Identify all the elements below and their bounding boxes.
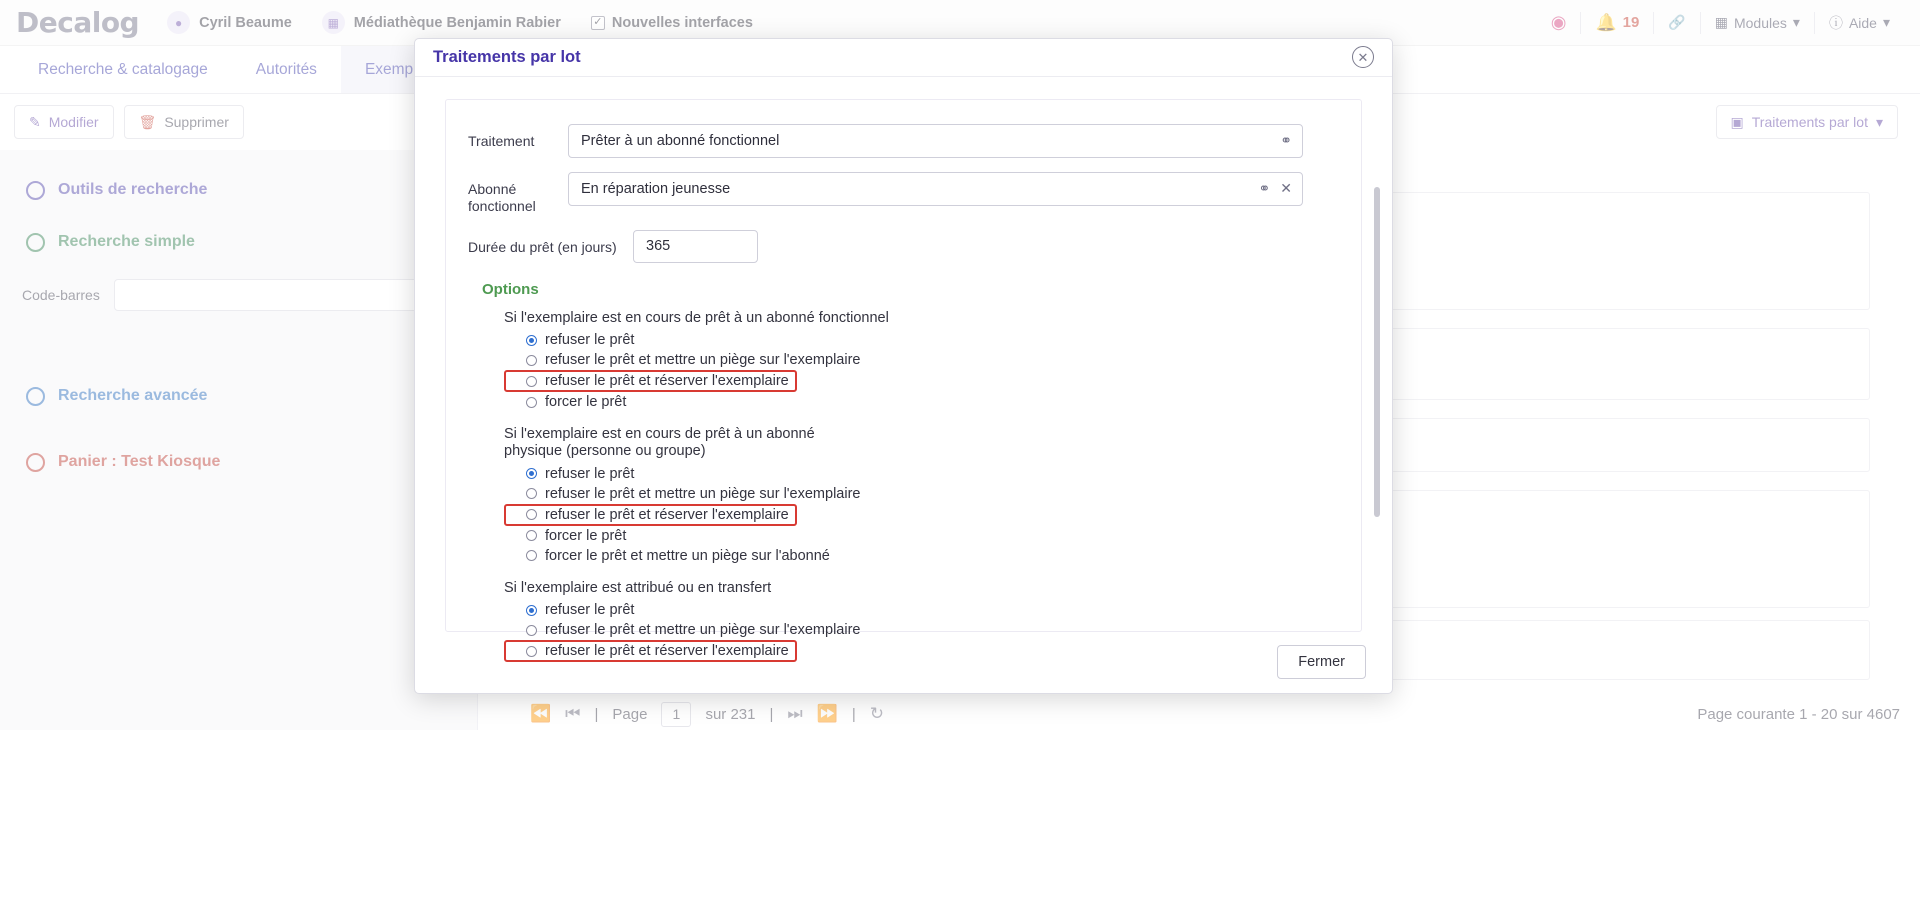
radio-option-highlighted[interactable] [504,640,797,662]
option-group-transfert [504,580,1349,663]
radio-label: refuser le prêt [545,332,635,349]
radio-icon [526,646,537,657]
radio-label: refuser le prêt et mettre un piège sur l'exemplaire [545,622,861,639]
close-button[interactable]: Fermer [1277,645,1366,679]
radio-label: refuser le prêt [545,465,635,482]
group-title: Si l'exemplaire est attribué ou en transfert [504,579,772,596]
select-icons [1259,180,1292,197]
subscriber-value: En réparation jeunesse [581,180,731,197]
radio-label: refuser le prêt et réserver l'exemplaire [545,643,789,660]
radio-option[interactable] [504,464,1349,484]
radio-label: refuser le prêt et réserver l'exemplaire [545,373,789,390]
batch-treatments-dialog [414,38,1393,694]
radio-label: refuser le prêt et mettre un piège sur l'exemplaire [545,485,861,502]
radio-option[interactable] [504,546,1349,566]
radio-option[interactable] [504,350,1349,370]
radio-label: refuser le prêt et mettre un piège sur l'exemplaire [545,352,861,369]
radio-icon [526,397,537,408]
radio-label: refuser le prêt et réserver l'exemplaire [545,506,789,523]
radio-label: forcer le prêt [545,394,627,411]
option-group-physique [504,426,1349,565]
subscriber-select[interactable] [568,172,1303,206]
duration-input[interactable]: 365 [633,230,758,263]
dialog-header [415,39,1392,77]
radio-icon [526,530,537,541]
select-icons [1280,132,1292,149]
radio-icon [526,605,537,616]
subscriber-row [468,172,1349,216]
options-heading: Options [482,280,539,298]
radio-option[interactable] [504,484,1349,504]
radio-icon [526,376,537,387]
radio-icon [526,509,537,520]
radio-option[interactable] [504,620,1349,640]
dialog-title: Traitements par lot [433,47,581,66]
clear-icon[interactable]: ✕ [1280,180,1292,197]
dialog-scrollbar[interactable] [1374,187,1380,587]
group-title: Si l'exemplaire est en cours de prêt à un abonné physique (personne ou groupe) [504,426,815,459]
dialog-body [415,77,1392,660]
group-title: Si l'exemplaire est en cours de prêt à un abonné fonctionnel [504,309,889,326]
scrollbar-thumb[interactable] [1374,187,1380,517]
radio-icon [526,335,537,346]
radio-icon [526,625,537,636]
radio-label: refuser le prêt [545,602,635,619]
radio-option[interactable] [504,330,1349,350]
radio-option-highlighted[interactable] [504,370,797,392]
radio-icon [526,488,537,499]
treatment-label: Traitement [468,132,535,149]
radio-option[interactable] [504,600,1349,620]
subscriber-label: Abonné fonctionnel [468,180,536,215]
radio-option[interactable] [504,526,1349,546]
treatment-value: Prêter à un abonné fonctionnel [581,132,780,149]
duration-label: Durée du prêt (en jours) [468,238,617,255]
radio-option-highlighted[interactable] [504,504,797,526]
duration-row [468,230,1349,263]
treatment-select[interactable] [568,124,1303,158]
treatment-row [468,124,1349,158]
shield-icon[interactable]: ⚭ [1258,180,1271,197]
option-group-fonctionnel [504,310,1349,413]
shield-icon[interactable]: ⚭ [1280,132,1292,149]
radio-icon [526,550,537,561]
radio-icon [526,355,537,366]
radio-option[interactable] [504,392,1349,412]
treatment-form [445,99,1362,660]
radio-icon [526,468,537,479]
radio-label: forcer le prêt et mettre un piège sur l'abonné [545,547,830,564]
close-icon[interactable]: ✕ [1352,46,1374,68]
radio-label: forcer le prêt [545,527,627,544]
